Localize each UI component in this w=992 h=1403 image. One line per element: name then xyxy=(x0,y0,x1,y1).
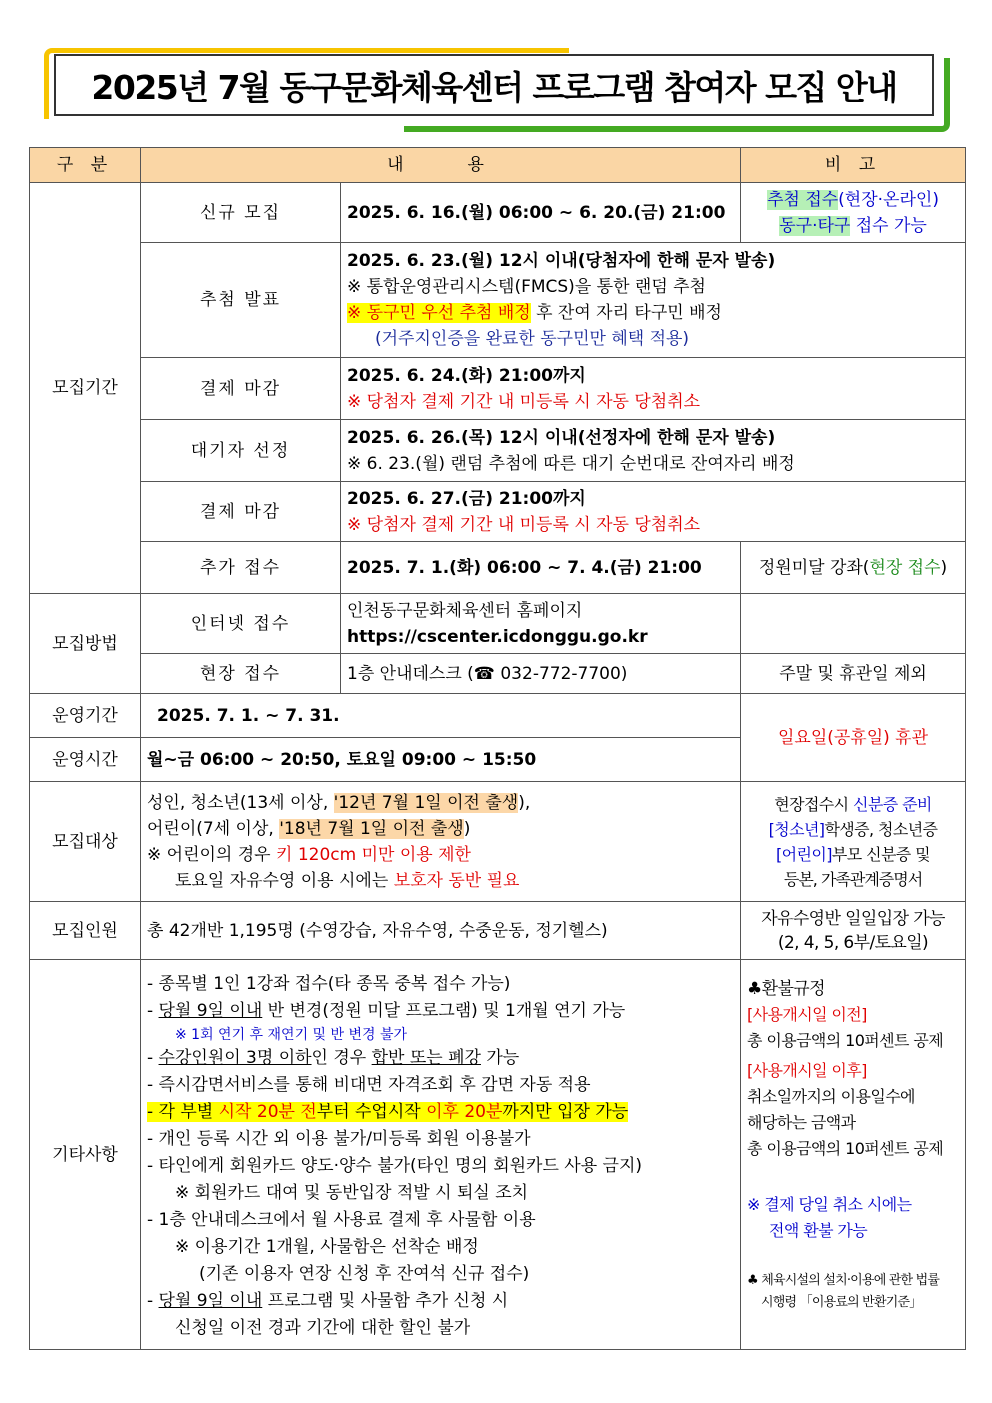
operation-time-value: 월~금 06:00 ~ 20:50, 토요일 09:00 ~ 15:50 xyxy=(141,738,741,782)
target-content: 성인, 청소년(13세 이상, '12년 7월 1일 이전 출생), 어린이(7세 이상, '18년 7월 1일 이전 출생) ※ 어린이의 경우 키 120cm 미만 이용 제한 토요일 자유수영 이용 시에는 보호자 동반 필요 xyxy=(141,782,741,902)
header-note: 비 고 xyxy=(741,148,966,183)
operation-period-label: 운영기간 xyxy=(30,694,141,738)
table-row xyxy=(30,243,966,358)
period-label: 모집기간 xyxy=(30,183,141,594)
refund-note: ♣환불규정 [사용개시일 이전] 총 이용금액의 10퍼센트 공제 [사용개시일 이후] 취소일까지의 이용일수에 해당하는 금액과 총 이용금액의 10퍼센트 공제 ※ 결제 당일 취소 시에는 전액 환불 가능 ♣ 체육시설의 설치·이용에 관한 법률 시행령 「이용료의 반환기준」 xyxy=(741,960,966,1350)
method-onsite-note: 주말 및 휴관일 제외 xyxy=(741,654,966,694)
period-sub: 추첨 발표 xyxy=(141,243,341,358)
title-banner xyxy=(44,48,950,128)
target-label: 모집대상 xyxy=(30,782,141,902)
info-table xyxy=(29,147,966,1350)
period-content: 2025. 6. 27.(금) 21:00까지 ※ 당첨자 결제 기간 내 미등록 시 자동 당첨취소 xyxy=(341,482,966,542)
table-row xyxy=(30,902,966,960)
method-internet-note xyxy=(741,594,966,654)
title-box xyxy=(54,54,934,116)
table-row xyxy=(30,183,966,243)
capacity-content: 총 42개반 1,195명 (수영강습, 자유수영, 수중운동, 정기헬스) xyxy=(141,902,741,960)
header-content: 내 용 xyxy=(141,148,741,183)
method-onsite-sub: 현장 접수 xyxy=(141,654,341,694)
etc-content: - 종목별 1인 1강좌 접수(타 종목 중복 접수 가능) - 당월 9일 이내 반 변경(정원 미달 프로그램) 및 1개월 연기 가능 ※ 1회 연기 후 재연기 및 반 변경 불가 - 수강인원이 3명 이하인 경우 합반 또는 폐강 가능 - 즉시감면서비스를 통해 비대면 자격조회 후 감면 자동 적용 - 각 부별 시작 20분 전부터 수업시작 이후 20분까지만 입장 가능 - 개인 등록 시간 외 이용 불가/미등록 회원 이용불가 - 타인에게 회원카드 양도·양수 불가(타인 명의 회원카드 사용 금지) ※ 회원카드 대여 및 동반입장 적발 시 퇴실 조치 - 1층 안내데스크에서 월 사용료 결제 후 사물함 이용 ※ 이용기간 1개월, 사물함은 선착순 배정 (기존 이용자 연장 신청 후 잔여석 신규 접수) - 당월 9일 이내 프로그램 및 사물함 추가 신청 시 신청일 이전 경과 기간에 대한 할인 불가 xyxy=(141,960,741,1350)
operation-period-value: 2025. 7. 1. ~ 7. 31. xyxy=(141,694,741,738)
method-internet-content: 인천동구문화체육센터 홈페이지 https://cscenter.icdonggu.go.kr xyxy=(341,594,741,654)
table-row xyxy=(30,960,966,1350)
period-sub: 대기자 선정 xyxy=(141,420,341,482)
homepage-url: https://cscenter.icdonggu.go.kr xyxy=(347,626,648,647)
period-sub: 추가 접수 xyxy=(141,542,341,594)
table-row xyxy=(30,420,966,482)
method-label: 모집방법 xyxy=(30,594,141,694)
table-row xyxy=(30,694,966,738)
page-title: 2025년 7월 동구문화체육센터 프로그램 참여자 모집 안내 xyxy=(91,67,897,107)
table-row xyxy=(30,782,966,902)
method-onsite-content: 1층 안내데스크 (☎ 032-772-7700) xyxy=(341,654,741,694)
table-row xyxy=(30,358,966,420)
table-row xyxy=(30,654,966,694)
period-content: 2025. 6. 16.(월) 06:00 ~ 6. 20.(금) 21:00 xyxy=(341,183,741,243)
table-row xyxy=(30,542,966,594)
period-new-note: 추첨 접수(현장·온라인) 동구·타구 접수 가능 xyxy=(741,183,966,243)
operation-time-label: 운영시간 xyxy=(30,738,141,782)
capacity-label: 모집인원 xyxy=(30,902,141,960)
table-row xyxy=(30,482,966,542)
period-content: 2025. 7. 1.(화) 06:00 ~ 7. 4.(금) 21:00 xyxy=(341,542,741,594)
period-extra-note: 정원미달 강좌(현장 접수) xyxy=(741,542,966,594)
period-content: 2025. 6. 26.(목) 12시 이내(선정자에 한해 문자 발송) ※ 6. 23.(월) 랜덤 추첨에 따른 대기 순번대로 잔여자리 배정 xyxy=(341,420,966,482)
method-internet-sub: 인터넷 접수 xyxy=(141,594,341,654)
period-sub: 결제 마감 xyxy=(141,482,341,542)
period-content: 2025. 6. 23.(월) 12시 이내(당첨자에 한해 문자 발송) ※ 통합운영관리시스템(FMCS)을 통한 랜덤 추첨 ※ 동구민 우선 추첨 배정 후 잔여 자리 타구민 배정 (거주지인증을 완료한 동구민만 혜택 적용) xyxy=(341,243,966,358)
capacity-note: 자유수영반 일일입장 가능 (2, 4, 5, 6부/토요일) xyxy=(741,902,966,960)
period-sub: 신규 모집 xyxy=(141,183,341,243)
period-content: 2025. 6. 24.(화) 21:00까지 ※ 당첨자 결제 기간 내 미등록 시 자동 당첨취소 xyxy=(341,358,966,420)
period-sub: 결제 마감 xyxy=(141,358,341,420)
operation-note: 일요일(공휴일) 휴관 xyxy=(741,694,966,782)
table-row xyxy=(30,594,966,654)
etc-label: 기타사항 xyxy=(30,960,141,1350)
header-category: 구 분 xyxy=(30,148,141,183)
target-note: 현장접수시 신분증 준비 [청소년]학생증, 청소년증 [어린이]부모 신분증 및 등본, 가족관계증명서 xyxy=(741,782,966,902)
table-header-row xyxy=(30,148,966,183)
